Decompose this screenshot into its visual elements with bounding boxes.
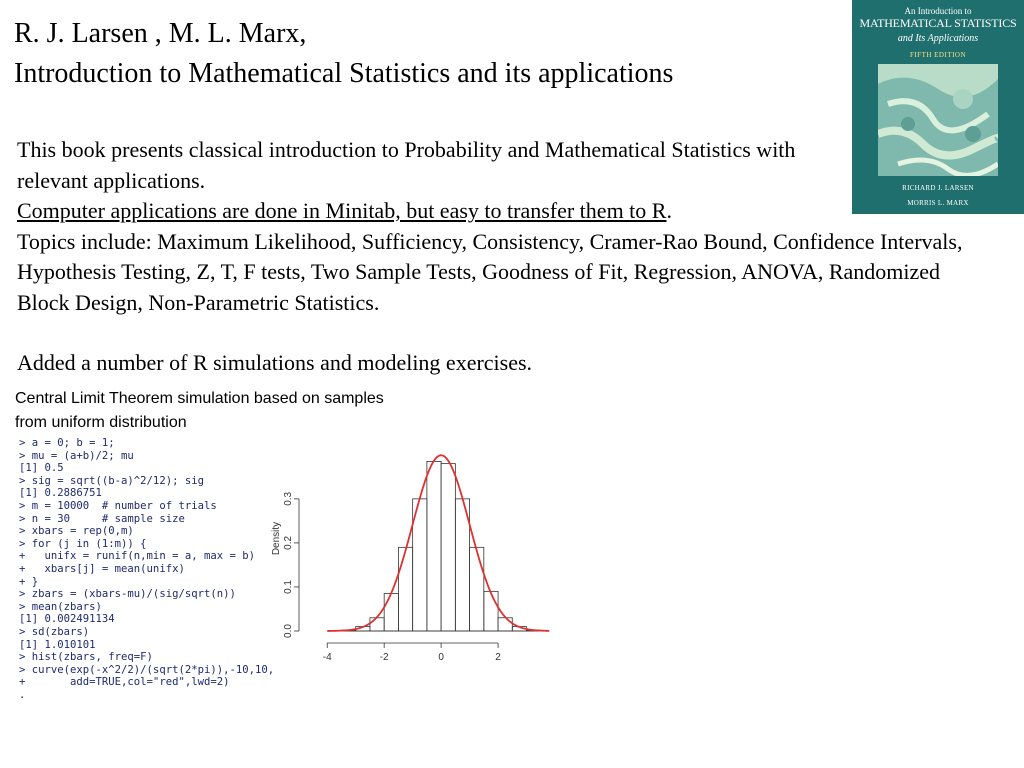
code-line: [1] 0.2886751 — [19, 487, 102, 500]
added-note: Added a number of R simulations and modeling exercises. — [17, 350, 533, 375]
histogram-bar — [384, 594, 398, 631]
computer-note: Computer applications are done in Minitab, but easy to transfer them to R — [17, 198, 667, 223]
description-intro: This book presents classical introduction to Probability and Mathematical Statistics with relevant applications. — [17, 137, 796, 193]
code-line: > sig = sqrt((b-a)^2/12); sig — [19, 474, 204, 487]
histogram-bar — [370, 618, 384, 631]
authors: R. J. Larsen , M. L. Marx, — [14, 18, 307, 49]
code-line: > m = 10000 # number of trials — [19, 499, 217, 512]
code-line: > hist(zbars, freq=F) — [19, 651, 153, 664]
code-line: > for (j in (1:m)) { — [19, 537, 147, 550]
topics: Topics include: Maximum Likelihood, Sufficiency, Consistency, Cramer-Rao Bound, Confidence Intervals, Hypothesis Testing, Z, T, F tests, Two Sample Tests, Goodness of Fit, Regression, ANOVA, Randomized Block Design, Non-Parametric Statistics. — [17, 228, 963, 315]
description — [17, 135, 977, 318]
caption-line2: from uniform distribution — [15, 414, 187, 431]
code-line: > xbars = rep(0,m) — [19, 525, 134, 538]
cover-line3: and Its Applications — [897, 33, 979, 44]
code-line: > n = 30 # sample size — [19, 512, 185, 525]
code-line: [1] 0.5 — [19, 462, 64, 475]
code-line: > sd(zbars) — [19, 625, 90, 638]
slide-title — [14, 14, 673, 94]
code-line: > a = 0; b = 1; — [19, 437, 115, 449]
code-line: + } — [19, 575, 39, 588]
density-curve — [327, 455, 549, 631]
simulation-caption — [15, 387, 384, 435]
histogram-bar — [427, 461, 441, 631]
y-tick-label: 0.2 — [283, 535, 294, 550]
histogram-chart — [265, 438, 565, 668]
cover-author1: RICHARD J. LARSEN — [902, 184, 974, 192]
x-tick-label: -4 — [322, 652, 332, 663]
histogram-bar — [470, 547, 484, 631]
cover-edition: FIFTH EDITION — [909, 51, 967, 59]
code-line: . — [19, 688, 26, 701]
code-line: + xbars[j] = mean(unifx) — [19, 562, 185, 575]
code-line: > mean(zbars) — [19, 600, 102, 613]
x-tick-label: 2 — [495, 652, 501, 663]
code-line: [1] 0.002491134 — [19, 613, 115, 626]
histogram-bar — [441, 464, 455, 631]
computer-note-end: . — [666, 198, 672, 223]
y-tick-label: 0.0 — [283, 624, 294, 638]
code-line: > zbars = (xbars-mu)/(sig/sqrt(n)) — [19, 588, 236, 601]
code-line: > curve(exp(-x^2/2)/(sqrt(2*pi)),-10,10, — [19, 663, 275, 676]
x-tick-label: 0 — [438, 652, 444, 663]
code-line: > mu = (a+b)/2; mu — [19, 449, 134, 462]
code-line: + unifx = runif(n,min = a, max = b) — [19, 550, 255, 563]
y-tick-label: 0.1 — [283, 579, 294, 594]
code-line: + add=TRUE,col="red",lwd=2) — [19, 676, 230, 689]
histogram-bar — [398, 547, 412, 631]
histogram-bar — [484, 591, 498, 631]
cover-author2: MORRIS L. MARX — [907, 199, 969, 207]
cover-line1: An Introduction to — [904, 6, 972, 16]
y-tick-label: 0.3 — [283, 491, 294, 506]
book-title: Introduction to Mathematical Statistics and its applications — [14, 58, 674, 89]
cover-line2: MATHEMATICAL STATISTICS — [859, 16, 1017, 30]
x-tick-label: -2 — [379, 652, 389, 663]
computer-note-line — [17, 196, 977, 227]
code-line: [1] 1.010101 — [19, 638, 96, 651]
caption-line1: Central Limit Theorem simulation based on samples — [15, 390, 384, 407]
r-code-block — [19, 437, 274, 701]
histogram-bar — [498, 618, 512, 631]
y-axis-label: Density — [271, 521, 282, 556]
